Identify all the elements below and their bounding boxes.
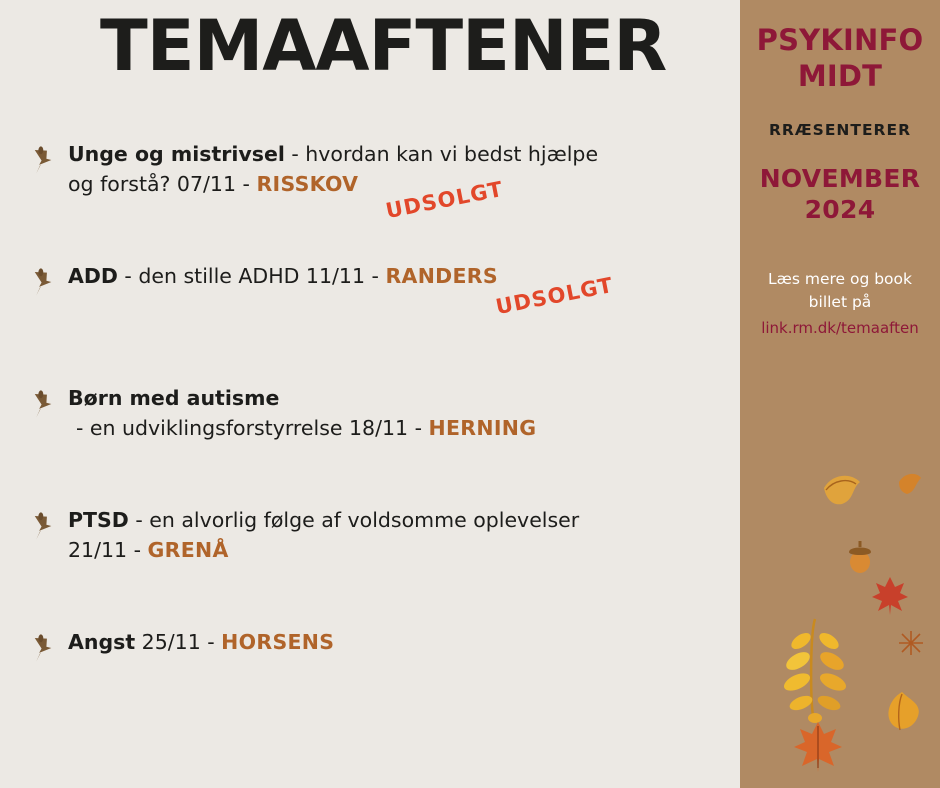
acorn-icon <box>845 540 875 578</box>
list-item[interactable] <box>0 140 740 224</box>
event-title: Angst <box>68 630 136 654</box>
pushpin-icon <box>28 510 58 540</box>
event-city: RANDERS <box>385 264 498 288</box>
list-item[interactable] <box>0 506 740 566</box>
event-text <box>68 140 668 199</box>
maple-leaf-icon <box>792 720 844 778</box>
brand-line-1: PSYKINFO <box>756 23 924 57</box>
event-description-line2: 21/11 - GRENÅ <box>68 537 229 562</box>
status-badge: UDSOLGT <box>493 272 616 320</box>
pushpin-icon <box>28 388 58 418</box>
leaf-icon <box>880 690 924 738</box>
event-city: RISSKOV <box>256 171 359 196</box>
brand-line-2: MIDT <box>797 59 883 94</box>
pushpin-icon <box>28 632 58 662</box>
list-item[interactable] <box>0 628 740 688</box>
event-title: PTSD <box>68 508 129 532</box>
star-leaf-icon <box>898 630 924 660</box>
leaf-icon <box>820 470 864 514</box>
event-list <box>0 140 740 750</box>
booking-info <box>740 268 940 339</box>
event-text <box>68 628 668 658</box>
year-label: 2024 <box>804 195 876 224</box>
event-text <box>68 506 668 565</box>
event-description-line2: og forstå? 07/11 - RISSKOV <box>68 171 359 196</box>
event-description: - hvordan kan vi bedst hjælpe <box>284 142 599 166</box>
event-title: ADD <box>68 264 118 288</box>
event-description: - en alvorlig følge af voldsomme oplevelser <box>128 508 580 532</box>
leaf-icon <box>897 470 923 500</box>
booking-line-2: billet på <box>808 293 872 312</box>
booking-link[interactable]: link.rm.dk/temaaften <box>761 318 919 337</box>
event-text <box>68 384 668 443</box>
event-description: - den stille ADHD 11/11 - <box>117 264 386 288</box>
status-badge: UDSOLGT <box>383 176 506 224</box>
pushpin-icon <box>28 266 58 296</box>
pushpin-icon <box>28 144 58 174</box>
event-city: HORSENS <box>221 630 335 654</box>
maple-leaf-icon <box>870 575 910 621</box>
event-city: HERNING <box>428 415 537 440</box>
event-description: 25/11 - <box>135 630 222 654</box>
list-item[interactable] <box>0 384 740 444</box>
event-city: GRENÅ <box>147 537 229 562</box>
event-title: Unge og mistrivsel <box>68 142 285 166</box>
sidebar <box>740 0 940 788</box>
event-title: Børn med autisme <box>68 386 280 410</box>
presents-label: RRÆSENTERER <box>768 120 912 139</box>
page-title: TEMAAFTENER <box>100 5 667 87</box>
booking-line-1: Læs mere og book <box>767 270 913 288</box>
brand-name <box>740 22 940 95</box>
list-item[interactable] <box>0 262 740 322</box>
compound-leaf-icon <box>770 615 860 729</box>
month-label: NOVEMBER <box>759 163 921 193</box>
event-description-line2: - en udviklingsforstyrrelse 18/11 - HERNING <box>76 415 537 440</box>
